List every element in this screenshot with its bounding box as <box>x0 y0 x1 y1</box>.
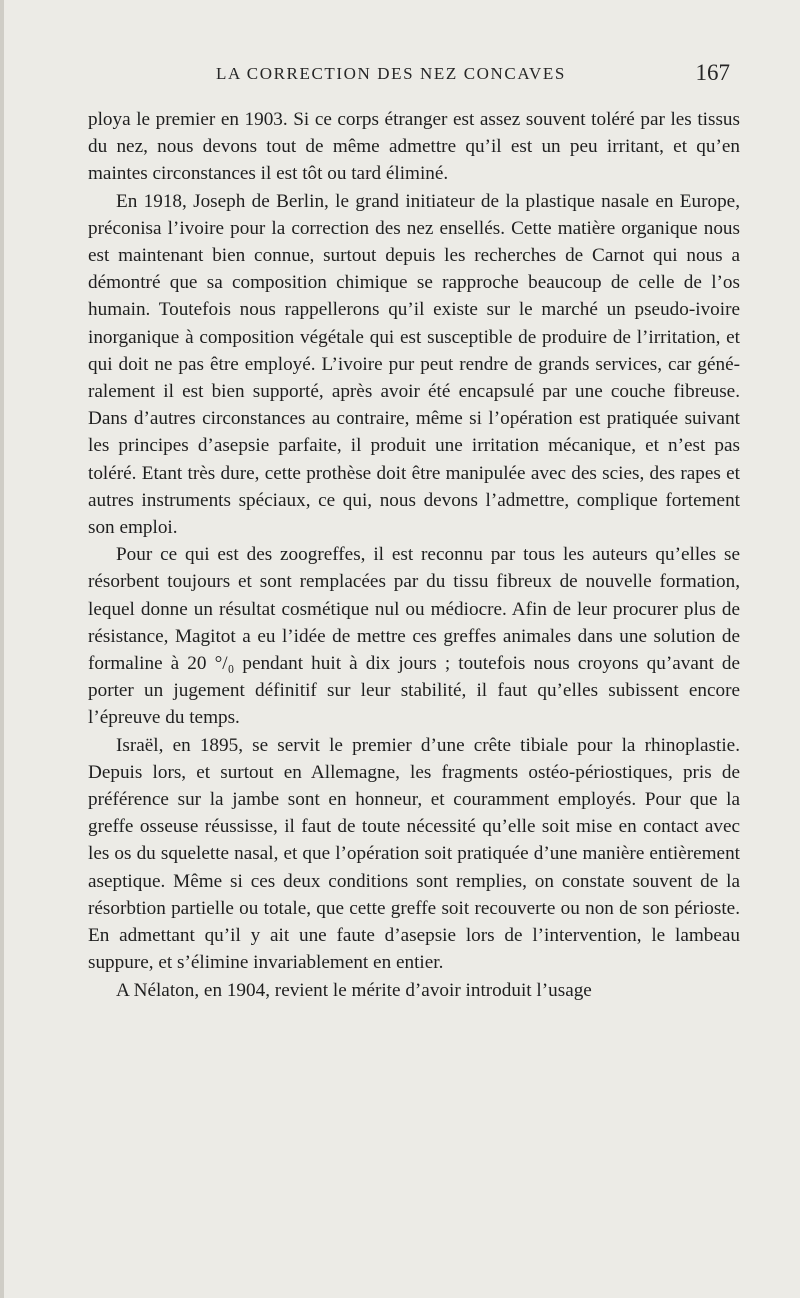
page-header <box>88 60 740 96</box>
paragraph-nelaton: A Nélaton, en 1904, revient le mérite d’avoir introduit l’usage <box>116 979 592 1001</box>
running-title: LA CORRECTION DES NEZ CONCAVES <box>216 64 566 83</box>
paragraph-ivory: En 1918, Joseph de Berlin, le grand initiateur de la plastique nasale en Europe, préconisa l’ivoire pour la correction des nez ensellés. Cette matière organique nous est maintenant bien connue, surtout depuis les recherches de Carnot qui nous a démontré que sa composition chimique se rapproche beaucoup de celle de l’os humain. Toutefois nous rappellerons qu’il existe sur le marché un pseudo-ivoire inorganique à composition végétale qui est susceptible de produire de l’irritation, et qui doit ne pas être employé. L’ivoire pur peut rendre de grands services, car généralement il est bien supporté, après avoir été encapsulé par une couche fibreuse. Dans d’autres circonstances au contraire, même si l’opération est pratiquée suivant les principes d’asepsie parfaite, il produit une irritation mécanique, et n’est pas toléré. Etant très dure, cette prothèse doit être manipulée avec des scies, des rapes et autres instruments spéciaux, ce qui, nous devons l’admettre, complique fortement son emploi. <box>88 190 740 539</box>
page-number: 167 <box>695 60 730 85</box>
body-text <box>88 106 740 1004</box>
paragraph-zoografts: Pour ce qui est des zoogreffes, il est reconnu par tous les auteurs qu’elles se résorbent toujours et sont remplacées par du tissu fibreux de nouvelle formation, lequel donne un résultat cosmétique nul ou médiocre. Afin de leur procurer plus de résistance, Magitot a eu l’idée de mettre ces greffes animales dans une solution de formaline à 20 °/₀ pendant huit à dix jours ; toutefois nous croyons qu’avant de porter un jugement définitif sur leur stabilité, il faut qu’elles subissent encore l’épreuve du temps. <box>88 544 740 729</box>
paragraph-tibial-crest: Israël, en 1895, se servit le premier d’une crête tibiale pour la rhinoplastie. Depuis lors, et surtout en Allemagne, les fragments ostéo-périostiques, pris de préférence sur la jambe sont en honneur, et couramment employés. Pour que la greffe osseuse réussisse, il faut de toute nécessité qu’elle soit mise en contact avec les os du squelette nasal, et que l’opération soit pratiquée d’une manière entièrement aseptique. Même si ces deux conditions sont remplies, on constate souvent de la résorbtion partielle ou totale, que cette greffe soit recouverte ou non de son périoste. En admettant qu’il y ait une faute d’asepsie lors de l’intervention, le lambeau suppure, et s’élimine invariablement en entier. <box>88 734 740 974</box>
page-edge-shadow <box>0 0 4 1298</box>
paragraph-continued: ploya le premier en 1903. Si ce corps étranger est assez souvent toléré par les tissus du nez, nous devons tout de même admettre qu’il est un peu irritant, et qu’en maintes circonstances il est tôt ou tard éliminé. <box>88 109 740 185</box>
